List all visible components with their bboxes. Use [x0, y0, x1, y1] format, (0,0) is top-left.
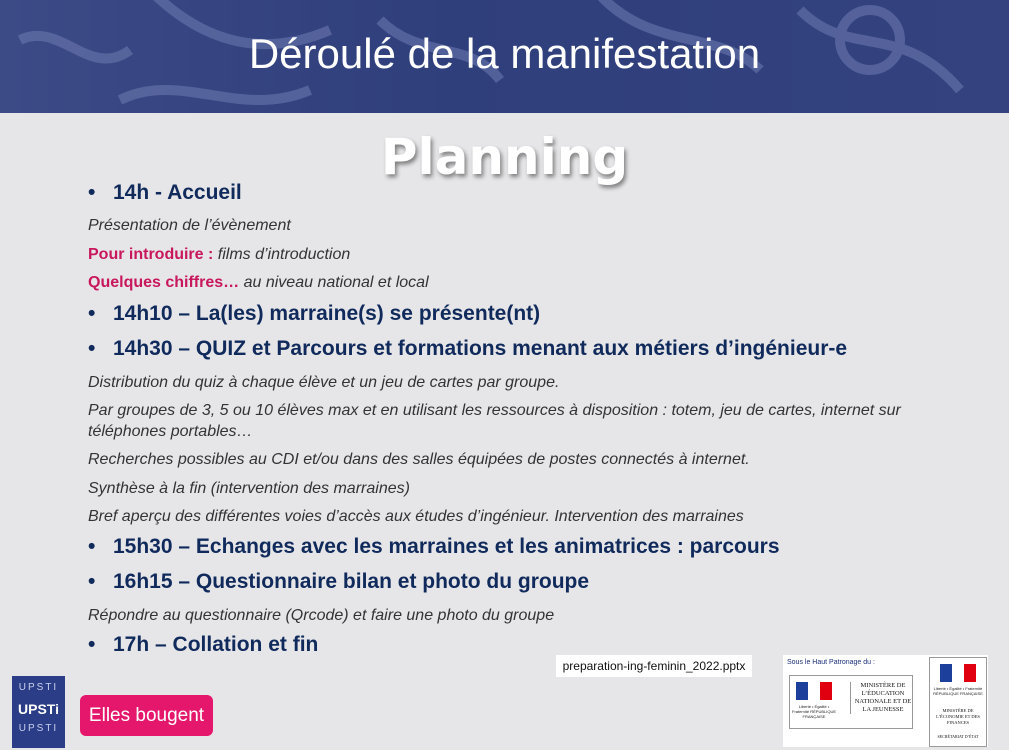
agenda-note: [88, 272, 958, 293]
bullet-icon: •: [88, 570, 96, 593]
filename-label: preparation-ing-feminin_2022.pptx: [556, 655, 752, 677]
flag-caption: Liberté • Égalité • Fraternité RÉPUBLIQUE FRANÇAISE: [933, 686, 983, 696]
agenda-item-text: 14h - Accueil: [113, 181, 242, 204]
bullet-icon: •: [88, 337, 96, 360]
upsti-logo-text: UPSTi: [18, 701, 59, 717]
agenda-item-text: 17h – Collation et fin: [113, 633, 319, 656]
agenda-note: Bref aperçu des différentes voies d’accès aux études d’ingénieur. Intervention des marraines: [88, 508, 744, 525]
note-text: films d’introduction: [213, 246, 351, 263]
agenda-note: Par groupes de 3, 5 ou 10 élèves max et en utilisant les ressources à disposition : totem, jeu de cartes, internet sur téléphones portables…: [88, 402, 901, 440]
agenda-note: Distribution du quiz à chaque élève et un jeu de cartes par groupe.: [88, 374, 560, 391]
bullet-icon: •: [88, 535, 96, 558]
secretariat-text: SECRÉTARIAT D’ÉTAT: [937, 734, 979, 739]
upsti-logo: [12, 676, 65, 748]
agenda-item-quiz: [88, 337, 847, 361]
patronage-logos: [783, 655, 988, 747]
agenda-item-echanges: [88, 535, 780, 559]
agenda-item-accueil: [88, 181, 242, 205]
agenda-item-text: 16h15 – Questionnaire bilan et photo du groupe: [113, 570, 590, 593]
patronage-title: Sous le Haut Patronage du :: [787, 659, 875, 666]
bullet-icon: •: [88, 302, 96, 325]
elles-bougent-logo: Elles bougent: [80, 695, 213, 736]
bullet-icon: •: [88, 181, 96, 204]
agenda-item-text: 14h10 – La(les) marraine(s) se présente(nt): [113, 302, 541, 325]
slide-header: [0, 0, 1009, 113]
agenda-item-questionnaire: [88, 570, 589, 594]
ministry-economie-text: MINISTÈRE DE L’ÉCONOMIE ET DES FINANCES: [936, 708, 980, 725]
marianne-flag-icon: [940, 664, 976, 682]
agenda-note: Recherches possibles au CDI et/ou dans des salles équipées de postes connectés à internet.: [88, 451, 750, 468]
ministry-education-text: MINISTÈRE DE L’ÉDUCATION NATIONALE ET DE LA JEUNESSE: [850, 682, 913, 714]
agenda-item-text: 14h30 – QUIZ et Parcours et formations menant aux métiers d’ingénieur-e: [113, 337, 848, 360]
upsti-logo-top: UPSTI: [18, 682, 59, 693]
slide-title: Déroulé de la manifestation: [248, 30, 761, 77]
note-prefix: Quelques chiffres…: [88, 274, 240, 291]
agenda-item-text: 15h30 – Echanges avec les marraines et les animatrices : parcours: [113, 535, 780, 558]
flag-caption: Liberté • Égalité • Fraternité RÉPUBLIQUE FRANÇAISE: [792, 704, 837, 719]
note-prefix: Pour introduire :: [88, 246, 214, 263]
agenda-note: [88, 244, 958, 265]
agenda-note: Présentation de l’évènement: [88, 217, 291, 234]
marianne-flag-icon: [796, 682, 832, 700]
agenda-item-marraines: [88, 302, 540, 326]
ministry-economie-logo: [929, 657, 987, 747]
agenda-note: Synthèse à la fin (intervention des marraines): [88, 480, 410, 497]
agenda-item-collation: [88, 633, 318, 657]
ministry-education-logo: [789, 675, 913, 729]
note-text: au niveau national et local: [239, 274, 429, 291]
planning-heading: Planning: [380, 128, 629, 186]
bullet-icon: •: [88, 633, 96, 656]
upsti-logo-bottom: UPSTI: [18, 723, 59, 734]
agenda-note: Répondre au questionnaire (Qrcode) et faire une photo du groupe: [88, 607, 555, 624]
